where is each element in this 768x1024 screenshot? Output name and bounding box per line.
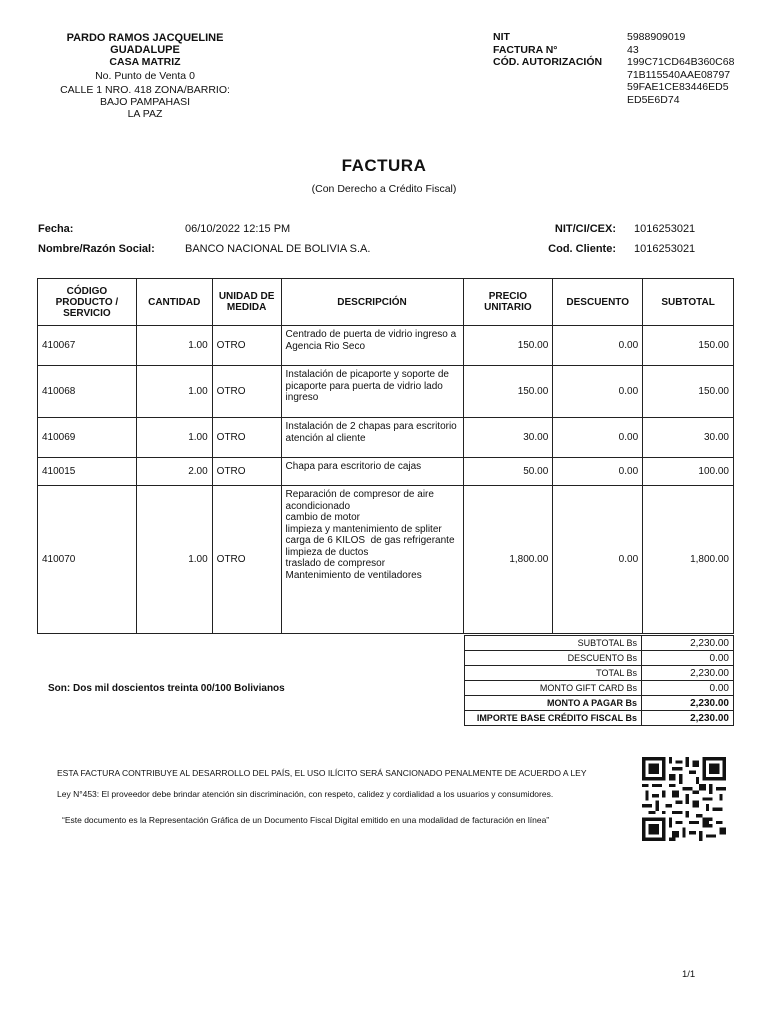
cell-description: [281, 418, 463, 458]
table-row: [38, 326, 734, 366]
amount-in-words: Son: Dos mil doscientos treinta 00/100 Bolivianos: [48, 683, 285, 694]
description-line: Chapa para escritorio de cajas: [285, 461, 422, 472]
totals-value: 0.00: [642, 681, 734, 696]
cell-quantity: 1.00: [136, 418, 212, 458]
description-line: Instalación de picaporte y soporte de: [285, 369, 449, 380]
issuer-pos: No. Punto de Venta 0: [95, 70, 195, 82]
cell-discount: 0.00: [553, 486, 643, 634]
cell-description: [281, 366, 463, 418]
cell-unit: OTRO: [212, 418, 281, 458]
cell-unit: OTRO: [212, 486, 281, 634]
legal-notice: ESTA FACTURA CONTRIBUYE AL DESARROLLO DEL PAÍS, EL USO ILÍCITO SERÁ SANCIONADO PENALMENTE DE ACUERDO A LEY: [57, 768, 587, 778]
name-value: BANCO NACIONAL DE BOLIVIA S.A.: [185, 243, 371, 255]
digital-document-notice: “Este documento es la Representación Gráfica de un Documento Fiscal Digital emitido en una modalidad de facturación en línea”: [62, 815, 550, 825]
cell-subtotal: 1,800.00: [643, 486, 734, 634]
auth-code-line: ED5E6D74: [627, 93, 680, 106]
nitci-label: NIT/CI/CEX:: [554, 223, 616, 235]
nit-label: NIT: [493, 31, 510, 43]
description-line: limpieza de ductos: [285, 546, 369, 558]
cell-unit-price: 30.00: [463, 418, 553, 458]
cell-quantity: 1.00: [136, 326, 212, 366]
issuer-branch: CASA MATRIZ: [109, 56, 181, 68]
totals-value: 2,230.00: [642, 666, 734, 681]
items-table: [37, 278, 734, 634]
totals-row: [465, 681, 734, 696]
auth-code-label: CÓD. AUTORIZACIÓN: [493, 56, 603, 68]
cell-unit-price: 150.00: [463, 326, 553, 366]
totals-value: 2,230.00: [642, 711, 734, 726]
invoice-meta: [493, 31, 734, 106]
name-label: Nombre/Razón Social:: [38, 243, 155, 255]
totals-label: DESCUENTO Bs: [465, 651, 642, 666]
table-header-row: [38, 279, 734, 326]
cell-discount: 0.00: [553, 458, 643, 486]
totals-label: SUBTOTAL Bs: [465, 636, 642, 651]
table-row: [38, 366, 734, 418]
table-row: [38, 418, 734, 458]
totals-row: [465, 651, 734, 666]
col-header-subtotal: SUBTOTAL: [643, 279, 734, 326]
auth-code-value: [627, 56, 734, 106]
date-value: 06/10/2022 12:15 PM: [185, 223, 291, 235]
cell-code: 410015: [38, 458, 137, 486]
cell-description: [281, 458, 463, 486]
description-line: acondicionado: [285, 500, 351, 512]
table-row: [38, 458, 734, 486]
col-header-quantity: CANTIDAD: [136, 279, 212, 326]
cell-description: [281, 326, 463, 366]
cell-quantity: 2.00: [136, 458, 212, 486]
auth-code-line: 59FAE1CE83446ED5: [627, 81, 729, 93]
totals-label: IMPORTE BASE CRÉDITO FISCAL Bs: [465, 711, 642, 726]
cell-unit-price: 50.00: [463, 458, 553, 486]
cell-unit: OTRO: [212, 326, 281, 366]
issuer-name: PARDO RAMOS JACQUELINE GUADALUPE: [66, 32, 224, 56]
totals-row: [465, 666, 734, 681]
description-line: Mantenimiento de ventiladores: [285, 569, 422, 581]
cell-unit: OTRO: [212, 458, 281, 486]
totals-label: TOTAL Bs: [465, 666, 642, 681]
totals-row: [465, 636, 734, 651]
description-line: atención al cliente: [285, 432, 366, 444]
col-header-unit: UNIDAD DE MEDIDA: [212, 279, 281, 326]
issuer-address: CALLE 1 NRO. 418 ZONA/BARRIO: BAJO PAMPAHASI: [60, 84, 230, 108]
cell-quantity: 1.00: [136, 486, 212, 634]
table-row: [38, 486, 734, 634]
cell-subtotal: 150.00: [643, 366, 734, 418]
col-header-unit-price: PRECIO UNITARIO: [463, 279, 553, 326]
issuer-block: [40, 32, 250, 120]
cell-unit: OTRO: [212, 366, 281, 418]
description-line: picaporte para puerta de vidrio lado: [285, 380, 443, 392]
date-label: Fecha:: [38, 223, 74, 235]
client-code-label: Cod. Cliente:: [548, 243, 616, 255]
cell-code: 410070: [38, 486, 137, 634]
totals-label: MONTO GIFT CARD Bs: [465, 681, 642, 696]
cell-discount: 0.00: [553, 366, 643, 418]
description-line: cambio de motor: [285, 512, 361, 523]
description-line: Centrado de puerta de vidrio ingreso a: [285, 329, 457, 340]
totals-value: 2,230.00: [642, 696, 734, 711]
cell-subtotal: 30.00: [643, 418, 734, 458]
description-line: traslado de compresor: [285, 558, 386, 569]
col-header-description: DESCRIPCIÓN: [281, 279, 463, 326]
nitci-value: 1016253021: [634, 223, 696, 235]
totals-value: 0.00: [642, 651, 734, 666]
totals-row: [465, 696, 734, 711]
document-subtitle: (Con Derecho a Crédito Fiscal): [311, 183, 457, 195]
totals-row: [465, 711, 734, 726]
cell-subtotal: 100.00: [643, 458, 734, 486]
col-header-code: CÓDIGO PRODUCTO / SERVICIO: [38, 279, 137, 326]
qr-code-icon: [642, 757, 726, 841]
description-line: limpieza y mantenimiento de spliter: [285, 523, 442, 535]
issuer-city: LA PAZ: [127, 108, 163, 120]
cell-subtotal: 150.00: [643, 326, 734, 366]
invoice-number-value: 43: [627, 43, 639, 56]
law-notice: Ley N°453: El proveedor debe brindar atención sin discriminación, con respeto, calidez y cordialidad a los usuarios y consumidores.: [57, 789, 554, 799]
description-line: carga de 6 KILOS de gas refrigerante: [285, 535, 455, 546]
auth-code-line: 199C71CD64B360C68: [627, 56, 735, 68]
cell-discount: 0.00: [553, 326, 643, 366]
cell-unit-price: 1,800.00: [463, 486, 553, 634]
cell-code: 410068: [38, 366, 137, 418]
totals-value: 2,230.00: [642, 636, 734, 651]
col-header-discount: DESCUENTO: [553, 279, 643, 326]
description-line: Agencia Rio Seco: [285, 340, 366, 352]
cell-code: 410069: [38, 418, 137, 458]
invoice-number-label: FACTURA N°: [493, 43, 558, 56]
cell-code: 410067: [38, 326, 137, 366]
client-code-value: 1016253021: [634, 243, 696, 255]
document-title: FACTURA: [341, 156, 427, 175]
nit-value: 5988909019: [627, 31, 686, 43]
auth-code-line: 71B115540AAE08797: [627, 68, 731, 81]
totals-label: MONTO A PAGAR Bs: [465, 696, 642, 711]
cell-unit-price: 150.00: [463, 366, 553, 418]
description-line: ingreso: [285, 392, 319, 403]
page-number: 1/1: [682, 969, 696, 980]
description-line: Instalación de 2 chapas para escritorio: [285, 421, 457, 432]
description-line: Reparación de compresor de aire: [285, 489, 434, 500]
cell-quantity: 1.00: [136, 366, 212, 418]
cell-discount: 0.00: [553, 418, 643, 458]
totals-table: [464, 635, 734, 726]
cell-description: [281, 486, 463, 634]
